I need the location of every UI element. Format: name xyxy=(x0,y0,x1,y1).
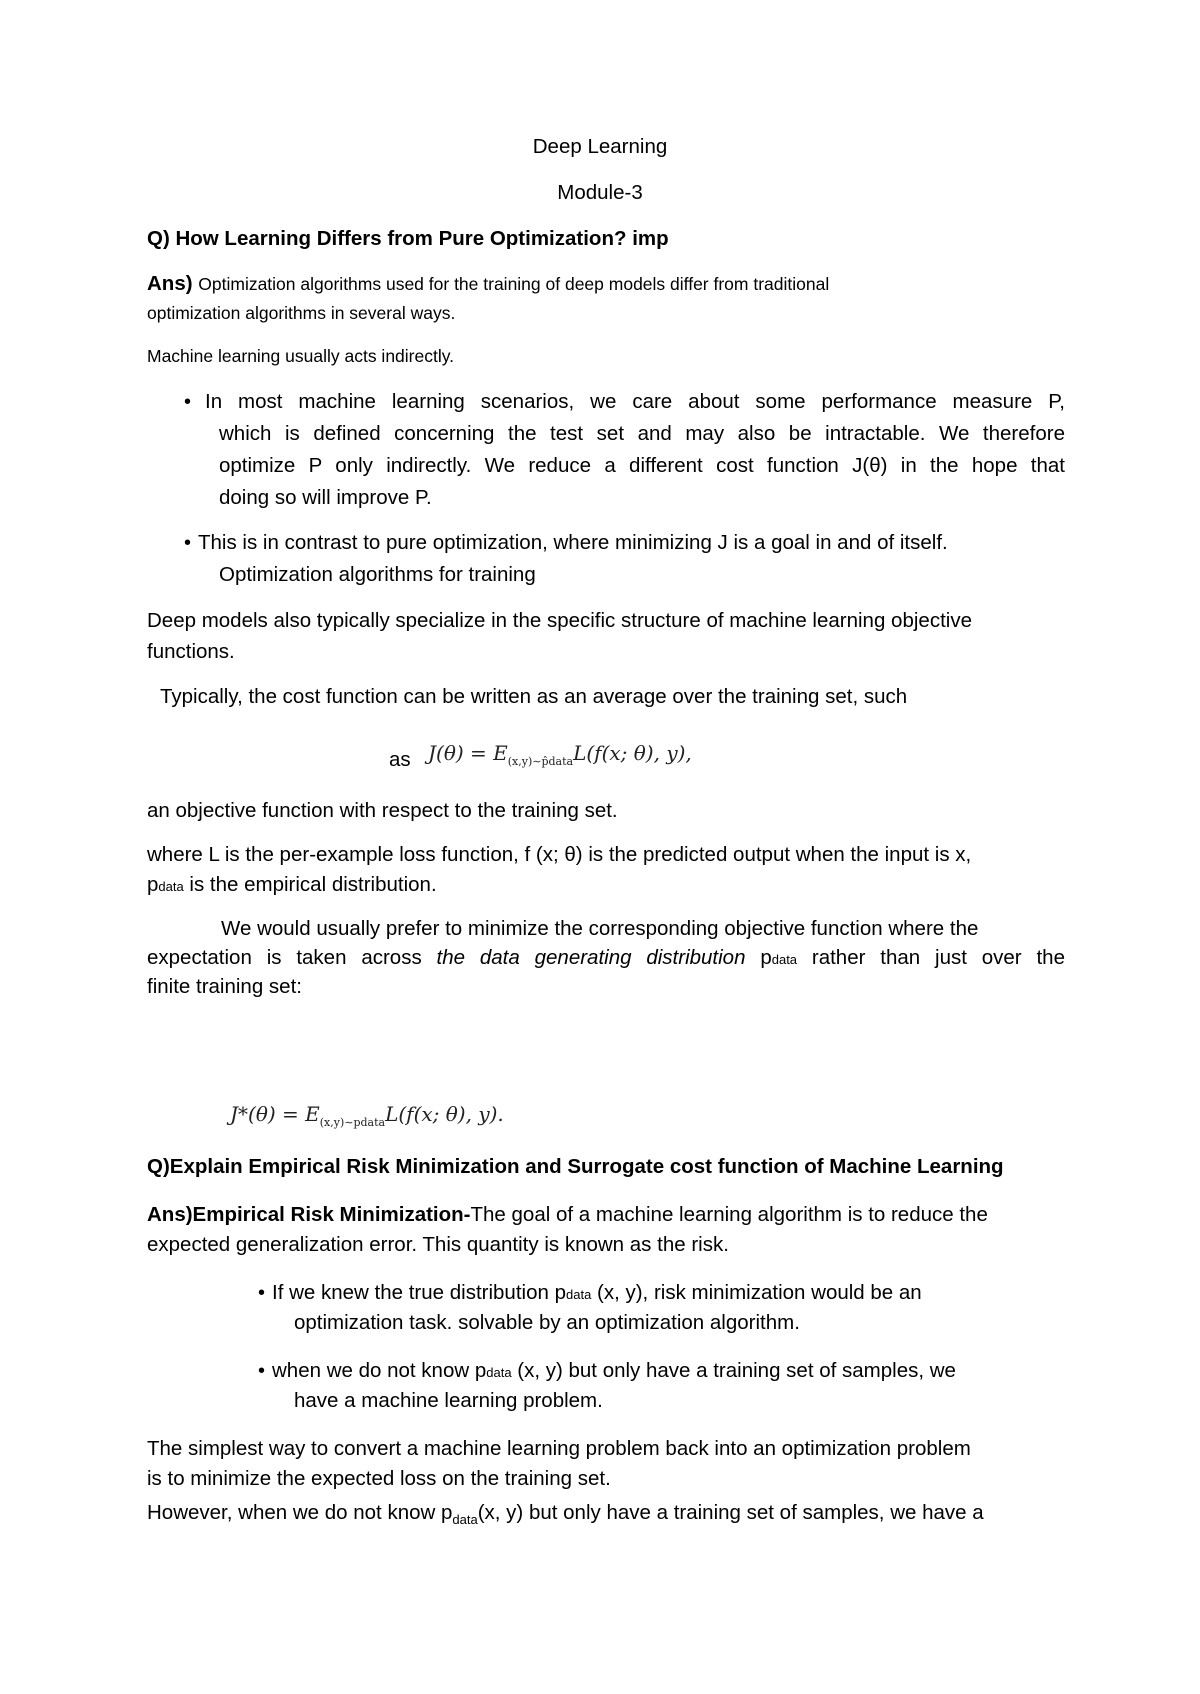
formula-1-subscript: (x,y)∼p̂data xyxy=(507,755,574,768)
bullet-4-line-2: have a machine learning problem. xyxy=(294,1389,603,1412)
formula-2-lhs: J*(θ) = E xyxy=(230,1102,320,1126)
deep-models-line-2: functions. xyxy=(147,640,235,663)
bullet-icon: • xyxy=(184,391,192,413)
however-a: However, when we do not know p xyxy=(147,1501,453,1524)
question-1: Q) How Learning Differs from Pure Optimization? imp xyxy=(147,227,669,250)
bullet-2-line-2: Optimization algorithms for training xyxy=(219,563,536,586)
data-subscript: data xyxy=(158,879,184,894)
bullet-4-a: when we do not know p xyxy=(272,1359,487,1382)
bullet-1-line-3: optimize P only indirectly. We reduce a different cost function J(θ) in the hope that xyxy=(219,454,1065,477)
answer-2-line-2: expected generalization error. This quantity is known as the risk. xyxy=(147,1233,729,1256)
data-subscript: data xyxy=(452,1512,478,1528)
p-symbol: p xyxy=(745,946,772,969)
formula-2-subscript: (x,y)∼pdata xyxy=(319,1116,386,1129)
p-symbol: p xyxy=(147,873,159,896)
bullet-3-b: (x, y), risk minimization would be an xyxy=(591,1281,922,1304)
doc-title: Deep Learning xyxy=(532,135,668,158)
prefer-line-2-italic: the data generating distribution xyxy=(436,946,746,969)
prefer-line-2-a: expectation is taken across xyxy=(147,946,437,969)
deep-models-line-1: Deep models also typically specialize in the specific structure of machine learning objective xyxy=(147,609,972,632)
formula-1-rhs: L(f(x; θ), y), xyxy=(573,741,692,765)
bullet-4-line-1 xyxy=(272,1358,956,1386)
prefer-line-2-b: rather than just over the xyxy=(797,946,1065,969)
module-heading: Module-3 xyxy=(557,181,643,204)
typically-sentence: Typically, the cost function can be written as an average over the training set, such xyxy=(160,685,908,708)
bullet-icon: • xyxy=(184,532,192,554)
simplest-line-1: The simplest way to convert a machine learning problem back into an optimization problem xyxy=(147,1437,971,1460)
prefer-line-1: We would usually prefer to minimize the corresponding objective function where the xyxy=(221,917,979,940)
formula-1-lhs: J(θ) = E xyxy=(428,741,508,765)
however-b: (x, y) but only have a training set of samples, we have a xyxy=(477,1501,984,1524)
bullet-1-line-4: doing so will improve P. xyxy=(219,486,432,509)
prefer-line-3: finite training set: xyxy=(147,975,302,998)
as-word: as xyxy=(389,748,411,771)
data-subscript: data xyxy=(566,1287,592,1302)
data-subscript: data xyxy=(771,952,798,967)
question-2: Q)Explain Empirical Risk Minimization and Surrogate cost function of Machine Learning xyxy=(147,1155,1004,1178)
data-subscript: data xyxy=(486,1365,512,1380)
prefer-line-2 xyxy=(147,945,1065,973)
cost-function-formula xyxy=(428,740,692,775)
simplest-line-2: is to minimize the expected loss on the training set. xyxy=(147,1467,611,1490)
answer-label: Ans) xyxy=(147,272,193,295)
formula-2-rhs: L(f(x; θ), y). xyxy=(385,1102,504,1126)
answer-2-line-1 xyxy=(147,1202,988,1228)
answer-1-line-2: optimization algorithms in several ways. xyxy=(147,303,456,323)
bullet-icon: • xyxy=(258,1360,266,1382)
bullet-1-line-2: which is defined concerning the test set and may also be intractable. We therefore xyxy=(219,422,1065,445)
indirect-sentence: Machine learning usually acts indirectly. xyxy=(147,346,455,366)
where-line-2-rest: is the empirical distribution. xyxy=(183,873,437,896)
bullet-3-line-2: optimization task. solvable by an optimization algorithm. xyxy=(294,1311,800,1334)
answer-1-line-1 xyxy=(147,271,829,297)
bullet-2-line-1: This is in contrast to pure optimization, where minimizing J is a goal in and of itself. xyxy=(198,531,948,554)
objective-sentence: an objective function with respect to the training set. xyxy=(147,799,618,822)
where-line-1: where L is the per-example loss function, f (x; θ) is the predicted output when the input is x, xyxy=(147,843,972,866)
where-line-2 xyxy=(147,872,437,900)
bullet-icon: • xyxy=(258,1282,266,1304)
bullet-3-line-1 xyxy=(272,1280,922,1308)
bullet-4-b: (x, y) but only have a training set of samples, we xyxy=(511,1359,956,1382)
risk-formula xyxy=(230,1101,504,1136)
answer-1-text: Optimization algorithms used for the training of deep models differ from traditional xyxy=(198,274,830,294)
bullet-3-a: If we knew the true distribution p xyxy=(272,1281,566,1304)
answer-2-label: Ans)Empirical Risk Minimization- xyxy=(147,1203,471,1226)
bullet-1-line-1: In most machine learning scenarios, we care about some performance measure P, xyxy=(205,390,1065,413)
however-line xyxy=(147,1500,984,1533)
answer-2-text: The goal of a machine learning algorithm is to reduce the xyxy=(470,1203,988,1226)
